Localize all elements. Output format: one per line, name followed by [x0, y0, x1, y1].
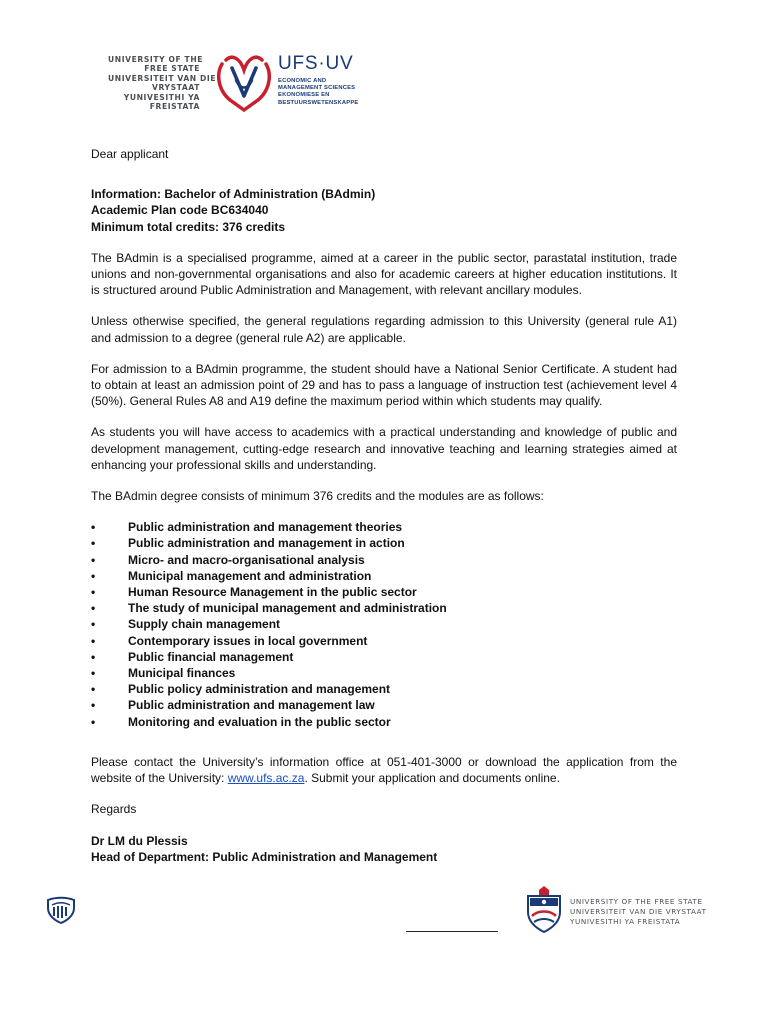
brand-wordmark: UFS·UV: [278, 53, 354, 74]
paragraph-admission: For admission to a BAdmin programme, the student should have a National Senior Certificate. A student had to obtain at least an admission point of 29 and has to pass a language of instruction test (achievement level 4 (50%). General Rules A8 and A19 define the maximum period within which students may qualify.: [91, 361, 677, 409]
website-link[interactable]: www.ufs.ac.za: [227, 771, 305, 786]
university-name-line: UNIVERSITEIT VAN DIE: [108, 73, 217, 83]
footer-university-line: UNIVERSITEIT VAN DIE VRYSTAAT: [570, 907, 707, 916]
bullet-icon: •: [91, 520, 96, 535]
letterhead: [108, 50, 388, 114]
programme-info: [91, 186, 677, 235]
university-name-line: FREE STATE: [144, 64, 200, 74]
university-name-line: FREISTATA: [149, 102, 200, 112]
list-item: • Public policy administration and management: [91, 682, 391, 697]
bullet-icon: •: [91, 682, 96, 697]
paragraph-contact: Please contact the University’s information office at 051-401-3000 or download the application from the website of the University: www.ufs.ac.za. Submit your application and documents online.: [91, 754, 677, 786]
university-name-line: UNIVERSITY OF THE: [108, 55, 204, 64]
signature-block: [91, 833, 677, 865]
list-item: • Public financial management: [91, 649, 294, 664]
bullet-icon: •: [91, 585, 96, 600]
footer-university-line: UNIVERSITY OF THE FREE STATE: [570, 897, 703, 906]
university-name-block: [108, 55, 217, 112]
list-item: • Human Resource Management in the public sector: [91, 585, 417, 600]
university-crest-icon: [524, 886, 564, 934]
signature-line: [406, 931, 498, 932]
faculty-name-line: EKONOMIESE EN: [278, 92, 330, 99]
bullet-icon: •: [91, 536, 96, 551]
module-list: [91, 519, 677, 730]
list-item: • Micro- and macro-organisational analysis: [91, 552, 365, 567]
list-item: • Municipal finances: [91, 666, 236, 681]
list-item: • Monitoring and evaluation in the public sector: [91, 714, 391, 729]
regards: Regards: [91, 802, 137, 817]
list-item: • Public administration and management in action: [91, 536, 405, 551]
shield-icon: [46, 896, 76, 924]
bullet-icon: •: [91, 633, 96, 648]
list-item: • Public administration and management theories: [91, 520, 403, 535]
paragraph-benefits: As students you will have access to academics with a practical understanding and knowledge of public and development management, cutting-edge research and innovative teaching and learning strategies aimed at enhancing your professional skills and understanding.: [91, 425, 677, 472]
ufs-logo-icon: [212, 50, 276, 114]
salutation: Dear applicant: [91, 147, 169, 161]
list-item: • Public administration and management law: [91, 698, 375, 713]
faculty-name-block: [278, 78, 358, 107]
paragraph-modules-intro: The BAdmin degree consists of minimum 376 credits and the modules are as follows:: [91, 489, 544, 504]
paragraph-overview: The BAdmin is a specialised programme, aimed at a career in the public sector, parastatal institution, trade unions and non-governmental organisations and also for academic careers at higher education institutions. It is structured around Public Administration and Management, with relevant ancillary modules.: [91, 250, 677, 298]
faculty-name-line: BESTUURSWETENSKAPPE: [278, 99, 359, 106]
faculty-name-line: ECONOMIC AND: [278, 78, 327, 84]
programme-title: Information: Bachelor of Administration (BAdmin): [91, 187, 376, 202]
bullet-icon: •: [91, 649, 96, 664]
letter-body: [91, 146, 677, 865]
plan-code: Academic Plan code BC634040: [91, 203, 269, 218]
list-item: • Contemporary issues in local government: [91, 633, 368, 648]
footer-university-line: YUNIVESITHI YA FREISTATA: [570, 917, 681, 926]
signatory-name: Dr LM du Plessis: [91, 833, 188, 848]
list-item: • Supply chain management: [91, 617, 281, 632]
paragraph-regulations: Unless otherwise specified, the general regulations regarding admission to this University (general rule A1) and admission to a degree (general rule A2) are applicable.: [91, 314, 677, 345]
bullet-icon: •: [91, 601, 96, 616]
bullet-icon: •: [91, 714, 96, 729]
faculty-name-line: MANAGEMENT SCIENCES: [278, 85, 356, 92]
university-name-line: VRYSTAAT: [151, 83, 200, 93]
signatory-title: Head of Department: Public Administration and Management: [91, 849, 438, 864]
list-item: • The study of municipal management and administration: [91, 601, 447, 616]
bullet-icon: •: [91, 666, 96, 681]
list-item: • Municipal management and administration: [91, 568, 372, 583]
bullet-icon: •: [91, 568, 96, 583]
footer-university-name: [570, 897, 707, 927]
minimum-credits: Minimum total credits: 376 credits: [91, 219, 286, 234]
university-name-line: YUNIVESITHI YA: [123, 92, 200, 102]
bullet-icon: •: [91, 617, 96, 632]
bullet-icon: •: [91, 552, 96, 567]
bullet-icon: •: [91, 698, 96, 713]
